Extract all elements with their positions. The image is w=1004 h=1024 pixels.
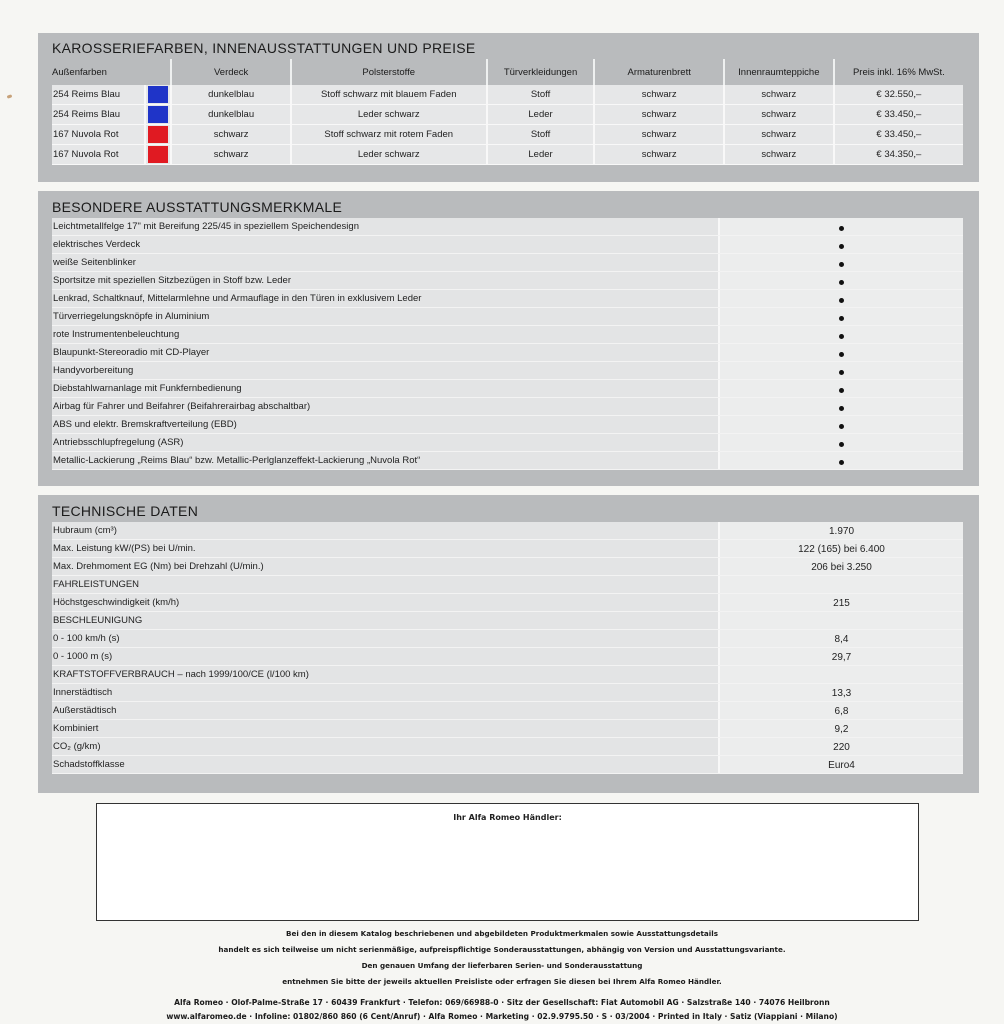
feature-row	[52, 254, 963, 272]
tech-label: Außerstädtisch	[52, 702, 718, 719]
feature-row	[52, 416, 963, 434]
tech-label: Schadstoffklasse	[52, 756, 718, 773]
included-bullet-icon	[839, 424, 844, 429]
table-cell: € 34.350,–	[834, 145, 963, 165]
column-header: Polsterstoffe	[291, 59, 487, 85]
colors-prices-table	[52, 59, 963, 165]
tech-value: 1.970	[718, 522, 963, 539]
tech-value: 220	[718, 738, 963, 755]
feature-label: Blaupunkt-Stereoradio mit CD-Player	[52, 344, 718, 361]
tech-value: 215	[718, 594, 963, 611]
footer-line: Den genauen Umfang der lieferbaren Serien- und Sonderausstattung	[361, 961, 643, 970]
feature-included-cell	[718, 236, 963, 253]
included-bullet-icon	[839, 460, 844, 465]
feature-included-cell	[718, 434, 963, 451]
feature-label: Sportsitze mit speziellen Sitzbezügen in Stoff bzw. Leder	[52, 272, 718, 289]
tech-value: 29,7	[718, 648, 963, 665]
feature-label: Leichtmetallfelge 17" mit Bereifung 225/45 in speziellem Speichendesign	[52, 218, 718, 235]
feature-row	[52, 326, 963, 344]
feature-label: Lenkrad, Schaltknauf, Mittelarmlehne und Armauflage in den Türen in exklusivem Leder	[52, 290, 718, 307]
tech-label: CO₂ (g/km)	[52, 738, 718, 755]
tech-row	[52, 702, 963, 720]
footer-address: Alfa Romeo · Olof-Palme-Straße 17 · 60439 Frankfurt · Telefon: 069/66988-0 · Sitz der Gesellschaft: Fiat Automobil AG · Salzstraße 140 · 74076 Heilbronn	[174, 998, 830, 1007]
tech-row	[52, 666, 963, 684]
tech-label: 0 - 1000 m (s)	[52, 648, 718, 665]
included-bullet-icon	[839, 280, 844, 285]
exterior-color-cell: 254 Reims Blau	[52, 85, 145, 105]
feature-row	[52, 218, 963, 236]
exterior-color-cell: 254 Reims Blau	[52, 105, 145, 125]
tech-value: 9,2	[718, 720, 963, 737]
feature-label: Antriebsschlupfregelung (ASR)	[52, 434, 718, 451]
tech-value: 122 (165) bei 6.400	[718, 540, 963, 557]
tech-row	[52, 648, 963, 666]
feature-label: Airbag für Fahrer und Beifahrer (Beifahrerairbag abschaltbar)	[52, 398, 718, 415]
table-cell: schwarz	[724, 125, 834, 145]
tech-label: Hubraum (cm³)	[52, 522, 718, 539]
included-bullet-icon	[839, 442, 844, 447]
column-header: Türverkleidungen	[487, 59, 595, 85]
table-cell: Leder	[487, 105, 595, 125]
tech-label: Höchstgeschwindigkeit (km/h)	[52, 594, 718, 611]
feature-row	[52, 236, 963, 254]
feature-label: Türverriegelungsknöpfe in Aluminium	[52, 308, 718, 325]
table-cell: schwarz	[594, 125, 724, 145]
tech-label: Innerstädtisch	[52, 684, 718, 701]
tech-row	[52, 720, 963, 738]
feature-row	[52, 434, 963, 452]
table-cell: Stoff	[487, 85, 595, 105]
feature-included-cell	[718, 272, 963, 289]
table-cell: € 33.450,–	[834, 125, 963, 145]
exterior-color-cell: 167 Nuvola Rot	[52, 145, 145, 165]
color-swatch-cell	[145, 85, 171, 105]
footer-address: www.alfaromeo.de · Infoline: 01802/860 860 (6 Cent/Anruf) · Alfa Romeo · Marketing · 02.9.9795.50 · S · 03/2004 · Printed in Italy · Satiz (Viappiani · Milano)	[166, 1012, 838, 1021]
color-swatch	[148, 126, 168, 143]
table-row	[52, 145, 963, 165]
color-swatch-cell	[145, 105, 171, 125]
tech-label: Max. Leistung kW/(PS) bei U/min.	[52, 540, 718, 557]
footer-line: entnehmen Sie bitte der jeweils aktuellen Preisliste oder erfragen Sie diesen bei Ihrem Alfa Romeo Händler.	[282, 977, 722, 986]
tech-value: 13,3	[718, 684, 963, 701]
tech-data-panel	[38, 495, 979, 793]
feature-row	[52, 452, 963, 470]
included-bullet-icon	[839, 352, 844, 357]
table-cell: schwarz	[724, 85, 834, 105]
feature-included-cell	[718, 254, 963, 271]
column-header: Innenraumteppiche	[724, 59, 834, 85]
tech-row	[52, 756, 963, 774]
feature-included-cell	[718, 398, 963, 415]
tech-row	[52, 630, 963, 648]
tech-value: 206 bei 3.250	[718, 558, 963, 575]
color-swatch-cell	[145, 145, 171, 165]
feature-included-cell	[718, 308, 963, 325]
tech-row	[52, 522, 963, 540]
dealer-stamp-box	[96, 803, 919, 921]
feature-included-cell	[718, 344, 963, 361]
tech-label: FAHRLEISTUNGEN	[52, 576, 718, 593]
included-bullet-icon	[839, 244, 844, 249]
table-cell: schwarz	[724, 105, 834, 125]
included-bullet-icon	[839, 388, 844, 393]
feature-row	[52, 344, 963, 362]
table-cell: € 32.550,–	[834, 85, 963, 105]
tech-row	[52, 594, 963, 612]
table-cell: € 33.450,–	[834, 105, 963, 125]
section-title: TECHNISCHE DATEN	[52, 503, 199, 519]
tech-row	[52, 540, 963, 558]
feature-included-cell	[718, 326, 963, 343]
table-cell: Stoff schwarz mit blauem Faden	[291, 85, 487, 105]
tech-row	[52, 576, 963, 594]
table-cell: Stoff schwarz mit rotem Faden	[291, 125, 487, 145]
color-swatch-cell	[145, 125, 171, 145]
table-cell: Leder schwarz	[291, 105, 487, 125]
table-cell: schwarz	[594, 105, 724, 125]
feature-row	[52, 380, 963, 398]
features-panel	[38, 191, 979, 486]
feature-row	[52, 362, 963, 380]
table-header-row	[52, 59, 963, 85]
feature-label: Handyvorbereitung	[52, 362, 718, 379]
tech-label: Kombiniert	[52, 720, 718, 737]
exterior-color-cell: 167 Nuvola Rot	[52, 125, 145, 145]
feature-included-cell	[718, 218, 963, 235]
included-bullet-icon	[839, 334, 844, 339]
footer-line: handelt es sich teilweise um nicht serienmäßige, aufpreispflichtige Sonderausstattungen, abhängig von Version und Ausstattungsvariante.	[218, 945, 786, 954]
feature-label: rote Instrumentenbeleuchtung	[52, 326, 718, 343]
included-bullet-icon	[839, 226, 844, 231]
feature-label: ABS und elektr. Bremskraftverteilung (EBD)	[52, 416, 718, 433]
included-bullet-icon	[839, 298, 844, 303]
tech-data-table	[52, 522, 963, 774]
feature-included-cell	[718, 380, 963, 397]
paper-speck	[7, 94, 13, 99]
table-cell: schwarz	[594, 145, 724, 165]
table-cell: Leder schwarz	[291, 145, 487, 165]
color-swatch	[148, 86, 168, 103]
feature-label: Metallic-Lackierung „Reims Blau“ bzw. Metallic-Perlglanzeffekt-Lackierung „Nuvola Rot“	[52, 452, 718, 469]
tech-label: Max. Drehmoment EG (Nm) bei Drehzahl (U/min.)	[52, 558, 718, 575]
tech-row	[52, 684, 963, 702]
column-header: Verdeck	[171, 59, 290, 85]
tech-value	[718, 612, 963, 629]
color-swatch	[148, 146, 168, 163]
tech-value	[718, 666, 963, 683]
feature-included-cell	[718, 416, 963, 433]
feature-included-cell	[718, 362, 963, 379]
feature-label: weiße Seitenblinker	[52, 254, 718, 271]
table-cell: dunkelblau	[171, 105, 290, 125]
tech-label: BESCHLEUNIGUNG	[52, 612, 718, 629]
feature-row	[52, 398, 963, 416]
dealer-title: Ihr Alfa Romeo Händler:	[453, 813, 562, 822]
table-cell: schwarz	[594, 85, 724, 105]
section-title: KAROSSERIEFARBEN, INNENAUSSTATTUNGEN UND PREISE	[52, 40, 476, 56]
included-bullet-icon	[839, 406, 844, 411]
included-bullet-icon	[839, 262, 844, 267]
table-cell: schwarz	[171, 125, 290, 145]
tech-label: 0 - 100 km/h (s)	[52, 630, 718, 647]
table-cell: schwarz	[724, 145, 834, 165]
column-header: Armaturenbrett	[594, 59, 724, 85]
feature-row	[52, 308, 963, 326]
table-cell: Stoff	[487, 125, 595, 145]
colors-prices-panel	[38, 33, 979, 182]
color-swatch	[148, 106, 168, 123]
table-row	[52, 125, 963, 145]
feature-row	[52, 272, 963, 290]
table-row	[52, 85, 963, 105]
included-bullet-icon	[839, 316, 844, 321]
table-cell: Leder	[487, 145, 595, 165]
footer-line: Bei den in diesem Katalog beschriebenen und abgebildeten Produktmerkmalen sowie Ausstattungsdetails	[285, 929, 718, 938]
tech-row	[52, 558, 963, 576]
tech-row	[52, 738, 963, 756]
feature-row	[52, 290, 963, 308]
features-table	[52, 218, 963, 470]
feature-included-cell	[718, 452, 963, 469]
section-title: BESONDERE AUSSTATTUNGSMERKMALE	[52, 199, 343, 215]
column-header: Preis inkl. 16% MwSt.	[834, 59, 963, 85]
footer	[0, 926, 1004, 1024]
tech-value: Euro4	[718, 756, 963, 773]
tech-value: 8,4	[718, 630, 963, 647]
feature-included-cell	[718, 290, 963, 307]
feature-label: elektrisches Verdeck	[52, 236, 718, 253]
tech-value: 6,8	[718, 702, 963, 719]
table-cell: dunkelblau	[171, 85, 290, 105]
tech-label: KRAFTSTOFFVERBRAUCH – nach 1999/100/CE (l/100 km)	[52, 666, 718, 683]
table-row	[52, 105, 963, 125]
feature-label: Diebstahlwarnanlage mit Funkfernbedienung	[52, 380, 718, 397]
table-cell: schwarz	[171, 145, 290, 165]
included-bullet-icon	[839, 370, 844, 375]
column-header: Außenfarben	[52, 66, 107, 78]
tech-value	[718, 576, 963, 593]
tech-row	[52, 612, 963, 630]
